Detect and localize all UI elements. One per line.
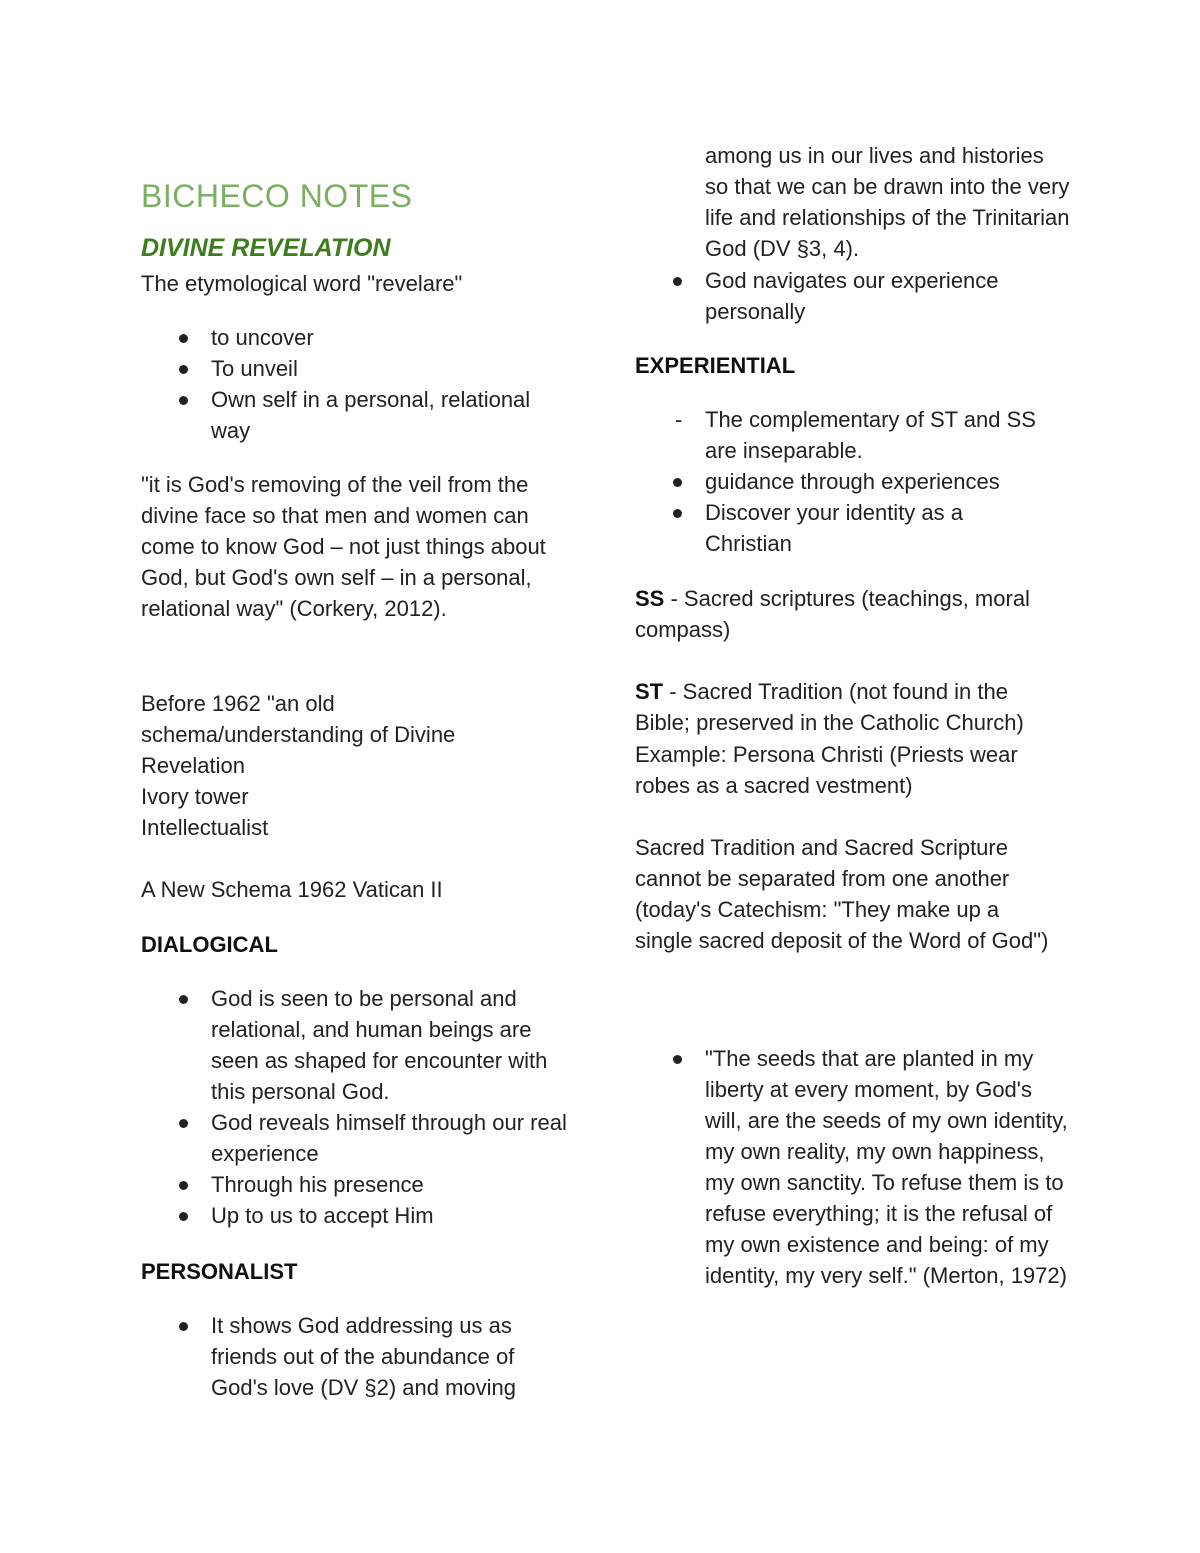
bullet-icon — [179, 1200, 191, 1231]
bullet-icon — [673, 265, 685, 296]
bullet-icon — [179, 1310, 191, 1341]
list-item: To unveil — [141, 353, 571, 384]
dialogical-list — [141, 983, 571, 1231]
intellectualist-line: Intellectualist — [141, 815, 269, 840]
st-example: Example: Persona Christi (Priests wear robes as a sacred vestment) — [635, 742, 1018, 798]
bullet-icon — [179, 322, 191, 353]
list-item: Through his presence — [141, 1169, 571, 1200]
bullet-icon — [179, 983, 191, 1014]
personalist-list — [141, 1310, 561, 1403]
list-item: It shows God addressing us as friends out of the abundance of God's love (DV §2) and moving — [141, 1310, 561, 1403]
new-schema-line: A New Schema 1962 Vatican II — [141, 877, 443, 902]
ivory-tower-line: Ivory tower — [141, 784, 249, 809]
list-item: - The complementary of ST and SS are inseparable. — [635, 404, 1055, 466]
heading-experiential: EXPERIENTIAL — [635, 353, 796, 378]
section-title-divine-revelation: DIVINE REVELATION — [141, 234, 391, 262]
ss-definition: SS - Sacred scriptures (teachings, moral compass) — [635, 586, 1030, 642]
ss-key: SS — [635, 586, 665, 611]
heading-personalist: PERSONALIST — [141, 1259, 298, 1284]
bullet-icon — [179, 1169, 191, 1200]
personalist-continuation: among us in our lives and histories so that we can be drawn into the very life and relationships of the Trinitarian God (DV §3, 4). — [705, 143, 1070, 261]
merton-list — [635, 1043, 1070, 1291]
bullet-icon — [673, 1043, 685, 1074]
bullet-icon — [179, 384, 191, 415]
corkery-quote: "it is God's removing of the veil from the divine face so that men and women can come to know God – not just things about God, but God's own self – in a personal, relational way" (Corkery, 2012). — [141, 472, 546, 621]
st-key: ST — [635, 679, 664, 704]
dash-icon — [673, 404, 685, 435]
list-item: God reveals himself through our real experience — [141, 1107, 571, 1169]
etymology-intro: The etymological word "revelare" — [141, 271, 463, 296]
experiential-list — [635, 404, 1055, 559]
page-title: BICHECO NOTES — [141, 178, 413, 214]
list-item: God navigates our experience personally — [635, 265, 1055, 327]
old-schema-line: Before 1962 "an old schema/understanding of Divine Revelation — [141, 691, 456, 778]
bullet-icon — [179, 353, 191, 384]
list-item: Discover your identity as a Christian — [635, 497, 1055, 559]
personalist-list-continued — [635, 265, 1055, 327]
bullet-icon — [673, 466, 685, 497]
heading-dialogical: DIALOGICAL — [141, 932, 278, 957]
list-item: guidance through experiences — [635, 466, 1055, 497]
list-item: God is seen to be personal and relational, and human beings are seen as shaped for encounter with this personal God. — [141, 983, 571, 1107]
list-item: Own self in a personal, relational way — [141, 384, 571, 446]
list-item: Up to us to accept Him — [141, 1200, 571, 1231]
list-item: to uncover — [141, 322, 571, 353]
list-item: "The seeds that are planted in my liberty at every moment, by God's will, are the seeds of my own identity, my own reality, my own happiness, my own sanctity. To refuse them is to refuse everything; it is the refusal of my own existence and being: of my identity, my very self." (Merton, 1972) — [635, 1043, 1070, 1291]
bullet-icon — [179, 1107, 191, 1138]
bullet-icon — [673, 497, 685, 528]
etymology-list — [141, 322, 571, 446]
inseparable-paragraph: Sacred Tradition and Sacred Scripture cannot be separated from one another (today's Catechism: "They make up a single sacred deposit of the Word of God") — [635, 835, 1049, 953]
st-definition: ST - Sacred Tradition (not found in the Bible; preserved in the Catholic Church) — [635, 679, 1024, 735]
